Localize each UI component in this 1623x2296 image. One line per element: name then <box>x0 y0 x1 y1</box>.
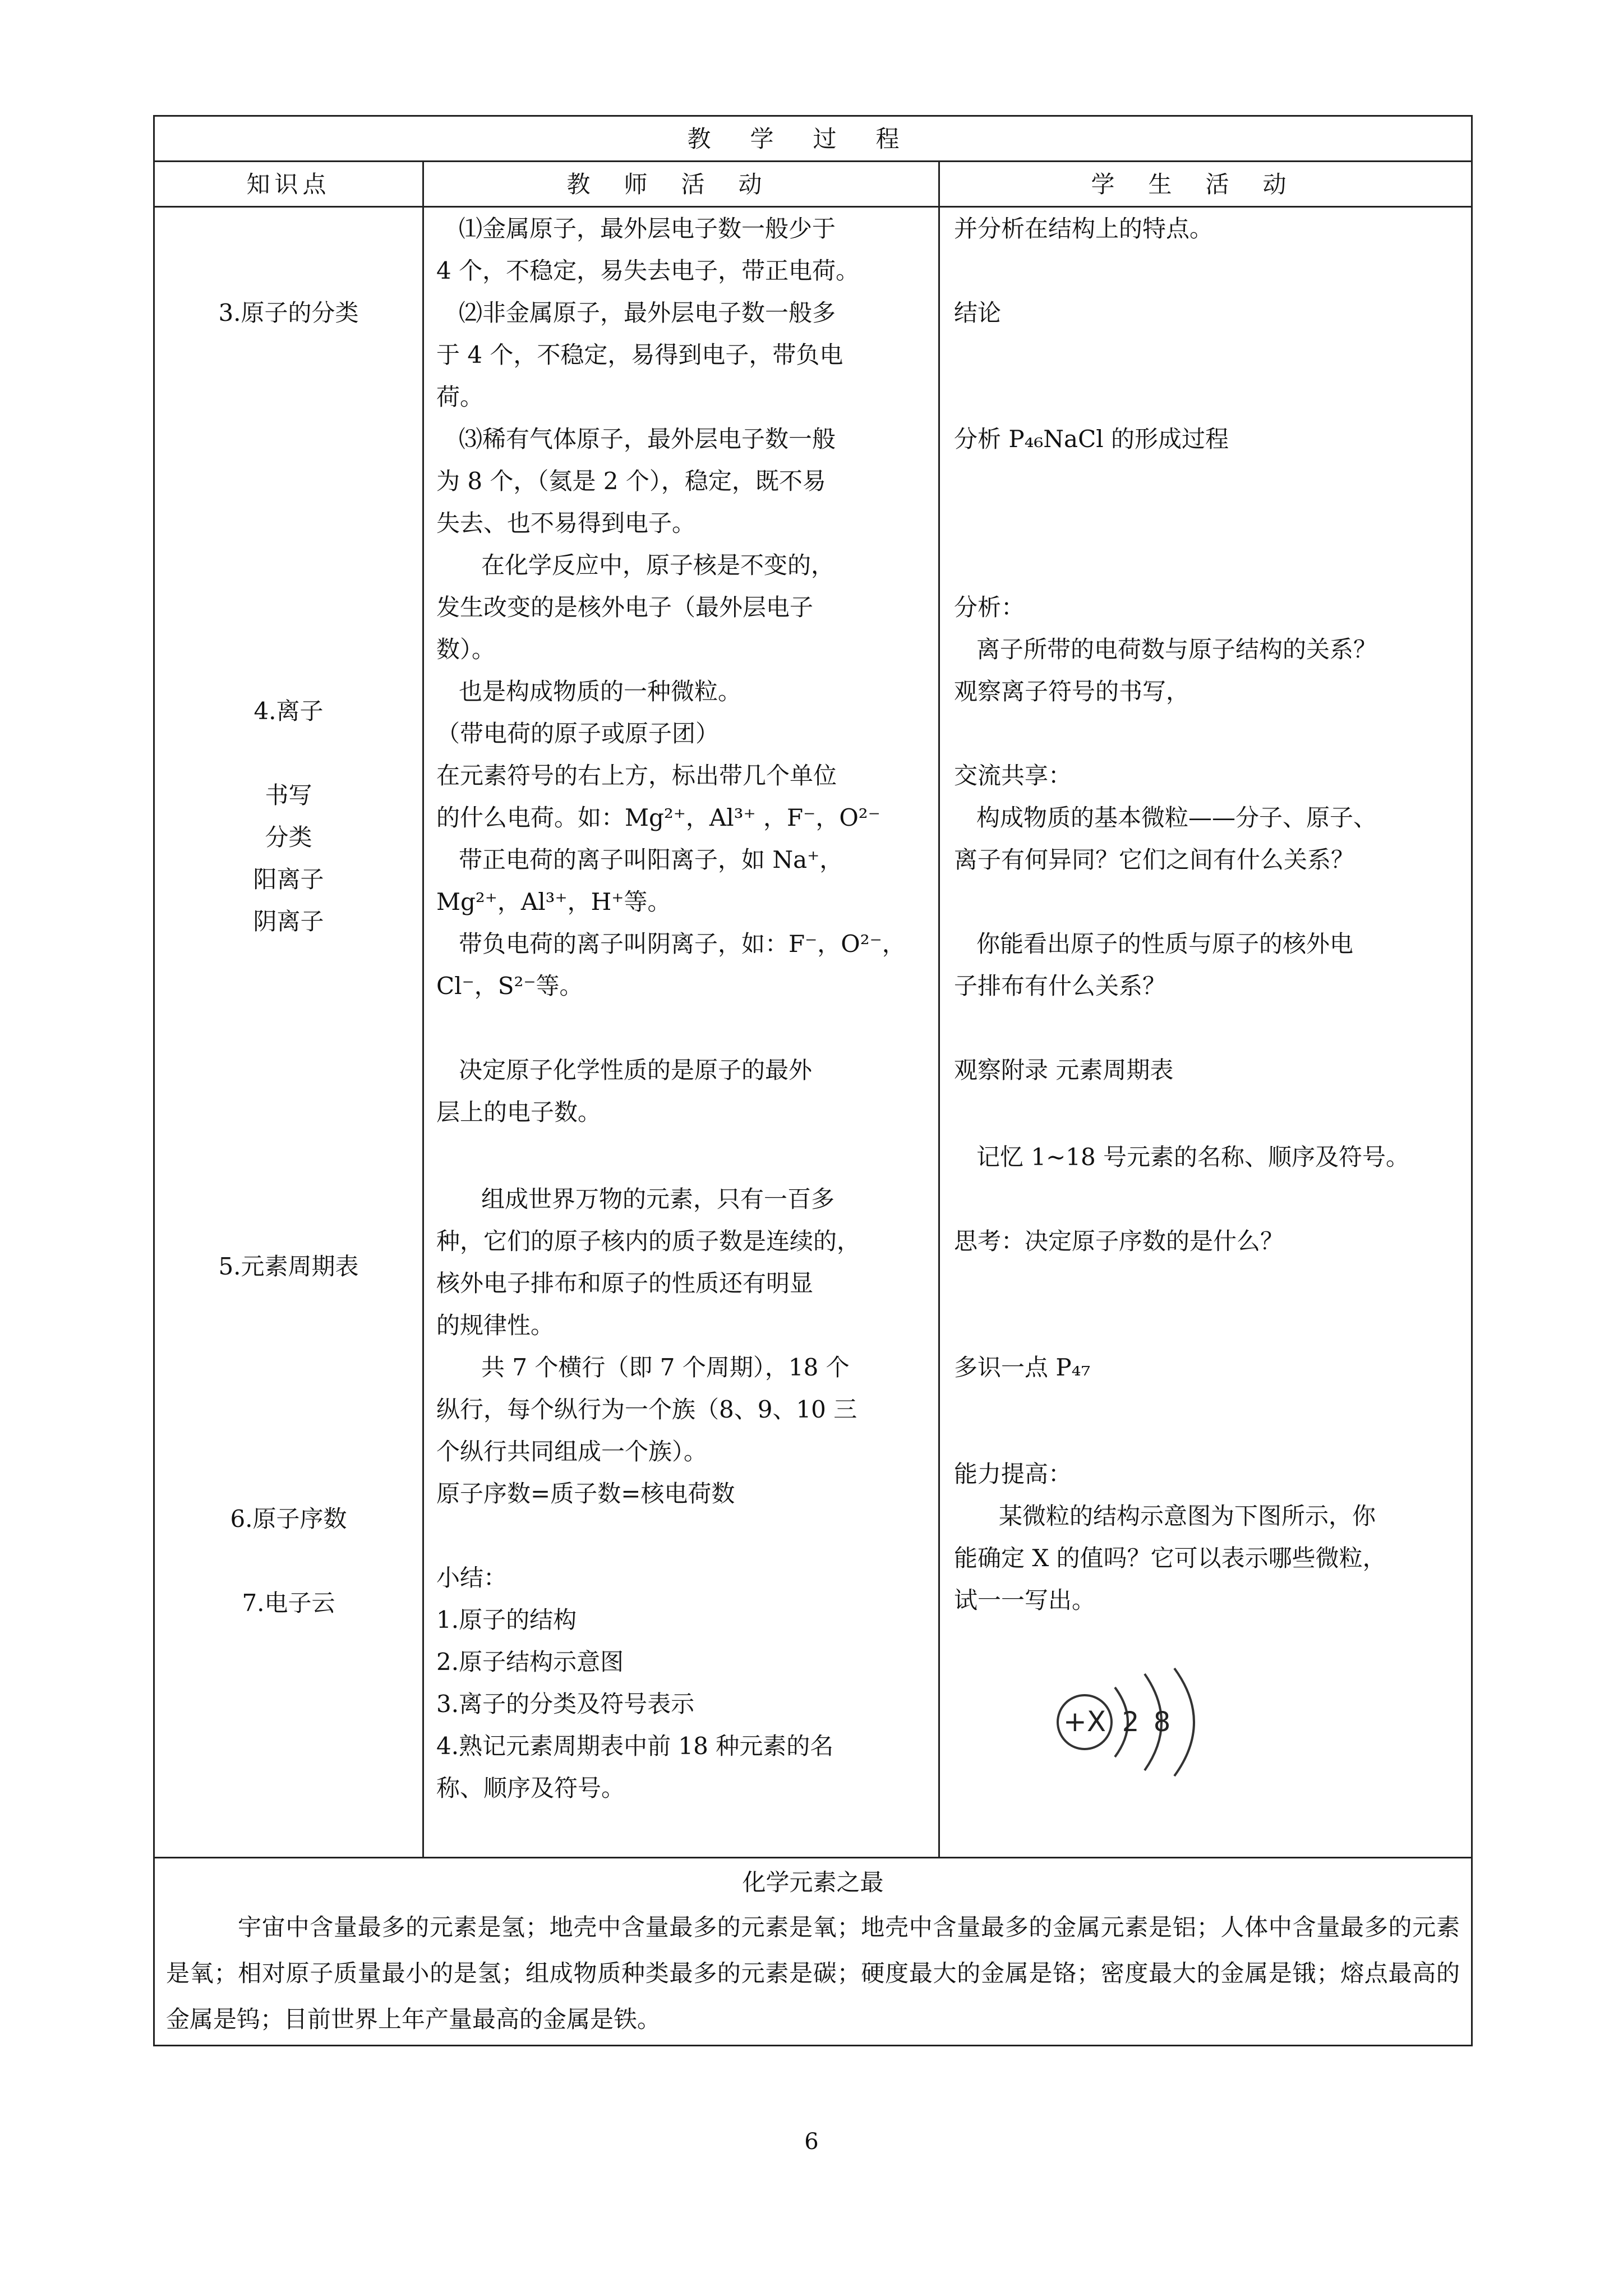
student-line: 你能看出原子的性质与原子的核外电 <box>976 930 1354 958</box>
student-line: 观察离子符号的书写， <box>954 678 1190 705</box>
electron-shell-arc-3 <box>1174 1668 1194 1776</box>
teacher-line: 纵行，每个纵行为一个族（8、9、10 三 <box>436 1396 857 1423</box>
teacher-line: 4.熟记元素周期表中前 18 种元素的名 <box>436 1732 834 1760</box>
teacher-line: 个纵行共同组成一个族）。 <box>436 1438 708 1465</box>
teacher-line: 层上的电子数。 <box>436 1098 602 1126</box>
teacher-line: ⑴金属原子，最外层电子数一般少于 <box>459 215 836 242</box>
teacher-line: 也是构成物质的一种微粒。 <box>459 678 742 705</box>
teacher-line: 1.原子的结构 <box>436 1606 577 1634</box>
header-teacher: 教师活动 <box>423 162 939 207</box>
student-line: 某微粒的结构示意图为下图所示，你 <box>999 1502 1376 1530</box>
student-line: 观察附录 元素周期表 <box>954 1056 1174 1084</box>
teacher-line: 的规律性。 <box>436 1312 555 1339</box>
student-line: 离子所带的电荷数与原子结构的关系？ <box>976 636 1377 663</box>
teacher-line: 称、顺序及符号。 <box>436 1774 625 1802</box>
header-knowledge: 知识点 <box>154 162 423 207</box>
student-line: 能力提高： <box>954 1460 1072 1488</box>
knowledge-column <box>154 207 423 1858</box>
student-line: 分析： <box>954 593 1025 621</box>
student-line: 试一一写出。 <box>954 1586 1096 1614</box>
student-line: 思考：决定原子序数的是什么？ <box>954 1227 1284 1255</box>
teacher-line: 在元素符号的右上方，标出带几个单位 <box>436 762 837 789</box>
teacher-line: 小结： <box>436 1564 508 1591</box>
student-line: 离子有何异同？它们之间有什么关系？ <box>954 846 1355 873</box>
footer-paragraph: 宇宙中含量最多的元素是氢；地壳中含量最多的元素是氧；地壳中含量最多的金属元素是铝；人体中含量最多的元素是氧；相对原子质量最小的是氢；组成物质种类最多的元素是碳；硬度最大的金属是铬；密度最大的金属是锇；熔点最高的金属是钨；目前世界上年产量最高的金属是铁。 <box>166 1913 1460 2033</box>
teacher-line: 在化学反应中，原子核是不变的， <box>481 551 835 579</box>
teacher-line: 核外电子排布和原子的性质还有明显 <box>436 1269 814 1297</box>
kp-electron-cloud: 7.电子云 <box>242 1589 335 1617</box>
lesson-table <box>153 115 1473 2046</box>
footer-section <box>154 1858 1472 2046</box>
kp-cation: 阳离子 <box>253 866 324 893</box>
kp-anion: 阴离子 <box>253 908 324 935</box>
teacher-line: 发生改变的是核外电子（最外层电子 <box>436 593 814 621</box>
teacher-line: ⑶稀有气体原子，最外层电子数一般 <box>459 425 836 453</box>
teacher-line: 带负电荷的离子叫阴离子，如：F⁻，O²⁻， <box>459 930 906 958</box>
student-line: 结论 <box>954 299 1002 326</box>
student-line: 分析 P₄₆NaCl 的形成过程 <box>954 425 1229 453</box>
student-column <box>939 207 1472 1858</box>
teacher-line: ⑵非金属原子，最外层电子数一般多 <box>459 299 836 326</box>
teacher-line: 荷。 <box>436 383 484 411</box>
kp-atomic-number: 6.原子序数 <box>230 1505 347 1533</box>
teacher-line: 3.离子的分类及符号表示 <box>436 1690 695 1718</box>
student-line: 记忆 1~18 号元素的名称、顺序及符号。 <box>976 1143 1410 1171</box>
atom-structure-diagram <box>1052 1666 1215 1778</box>
teacher-line: 共 7 个横行（即 7 个周期），18 个 <box>481 1354 850 1381</box>
kp-ion: 4.离子 <box>253 697 324 725</box>
student-line: 多识一点 P₄₇ <box>954 1354 1091 1381</box>
page-number: 6 <box>804 2129 819 2155</box>
student-line: 并分析在结构上的特点。 <box>954 215 1214 242</box>
teacher-line: 4 个，不稳定，易失去电子，带正电荷。 <box>436 257 860 284</box>
teacher-line: 原子序数=质子数=核电荷数 <box>436 1480 735 1507</box>
teacher-line: 数）。 <box>436 636 496 663</box>
teacher-line: Cl⁻，S²⁻等。 <box>436 972 583 1000</box>
student-line: 构成物质的基本微粒——分子、原子、 <box>976 804 1377 831</box>
student-line: 能确定 X 的值吗？它可以表示哪些微粒， <box>954 1544 1386 1572</box>
teacher-line: 为 8 个，（氦是 2 个），稳定，既不易 <box>436 467 826 495</box>
student-line: 交流共享： <box>954 762 1072 789</box>
teacher-column <box>423 207 939 1858</box>
teacher-line: 的什么电荷。如：Mg²⁺，Al³⁺ ，F⁻，O²⁻ <box>436 804 880 831</box>
nucleus-label: +X <box>1063 1705 1106 1738</box>
shell-2-count: 8 <box>1153 1706 1171 1738</box>
teacher-line: （带电荷的原子或原子团） <box>436 720 720 747</box>
shell-1-count: 2 <box>1122 1706 1140 1738</box>
table-title: 教学过程 <box>154 116 1472 162</box>
kp-classification: 分类 <box>265 823 312 851</box>
header-student: 学生活动 <box>939 162 1472 207</box>
student-line: 子排布有什么关系？ <box>954 972 1166 1000</box>
kp-periodic-table: 5.元素周期表 <box>218 1253 359 1280</box>
teacher-line: Mg²⁺，Al³⁺，H⁺等。 <box>436 888 671 915</box>
kp-atom-classification: 3.原子的分类 <box>218 299 359 326</box>
footer-title: 化学元素之最 <box>742 1869 884 1896</box>
kp-writing: 书写 <box>265 781 312 809</box>
teacher-line: 决定原子化学性质的是原子的最外 <box>459 1056 813 1084</box>
teacher-line: 于 4 个，不稳定，易得到电子，带负电 <box>436 341 843 369</box>
teacher-line: 失去、也不易得到电子。 <box>436 509 696 537</box>
teacher-line: 种，它们的原子核内的质子数是连续的， <box>436 1227 861 1255</box>
teacher-line: 2.原子结构示意图 <box>436 1648 624 1676</box>
teacher-line: 带正电荷的离子叫阳离子，如 Na⁺， <box>459 846 843 873</box>
teacher-line: 组成世界万物的元素，只有一百多 <box>481 1185 835 1213</box>
